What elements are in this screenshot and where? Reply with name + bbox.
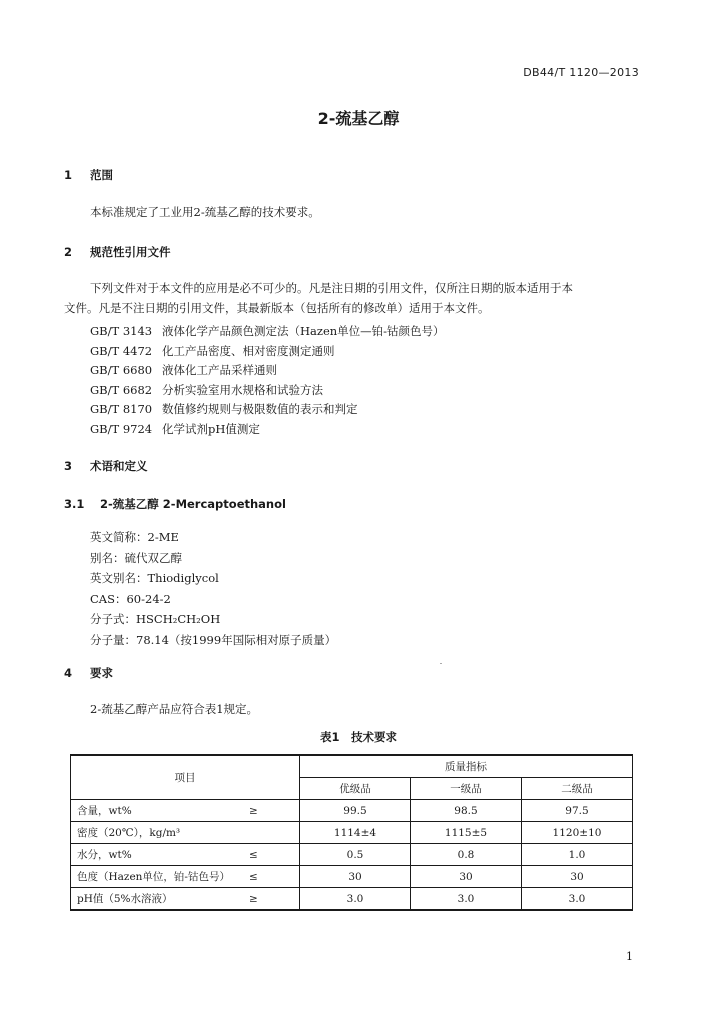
subsection-number: 3.1	[64, 497, 85, 511]
comparison-operator: ≥	[249, 800, 300, 822]
parameter-name: 含量，wt%	[71, 800, 250, 822]
value-cell: 0.5	[300, 844, 411, 866]
definition-item: CAS：60-24-2	[90, 591, 171, 606]
reference-name: 数值修约规则与极限数值的表示和判定	[162, 402, 358, 416]
table-row	[71, 866, 633, 888]
section-number: 3	[64, 459, 73, 473]
section-heading-requirements	[64, 665, 113, 681]
grade-header: 优级品	[300, 778, 411, 800]
requirements-text: 2-巯基乙醇产品应符合表1规定。	[90, 702, 259, 716]
reference-code: GB/T 6682	[90, 382, 153, 397]
section-title: 范围	[90, 168, 114, 182]
subsection-title: 2-巯基乙醇 2-Mercaptoethanol	[100, 497, 286, 511]
reference-code: GB/T 4472	[90, 343, 153, 358]
parameter-name: pH值（5%水溶液）	[71, 888, 250, 911]
quality-header: 质量指标	[300, 755, 633, 778]
document-code: DB44/T 1120—2013	[523, 66, 639, 79]
value-cell: 3.0	[300, 888, 411, 911]
table-caption: 表1 技术要求	[319, 730, 397, 744]
normative-intro-line1: 下列文件对于本文件的应用是必不可少的。凡是注日期的引用文件，仅所注日期的版本适用于本	[90, 281, 573, 295]
value-cell: 3.0	[522, 888, 633, 911]
comparison-operator	[249, 822, 300, 844]
section-number: 2	[64, 245, 73, 259]
reference-name: 化学试剂pH值测定	[162, 421, 260, 436]
item-header: 项目	[71, 755, 300, 800]
comparison-operator: ≤	[249, 866, 300, 888]
table-row	[71, 822, 633, 844]
reference-name: 分析实验室用水规格和试验方法	[162, 382, 323, 397]
section-number: 4	[64, 666, 73, 680]
section-title: 规范性引用文件	[90, 245, 171, 259]
definition-item: 别名：硫代双乙醇	[90, 550, 182, 565]
reference-item	[90, 342, 445, 362]
reference-name: 液体化学产品颜色测定法（Hazen单位—铂-钴颜色号）	[162, 324, 445, 338]
reference-item	[90, 400, 445, 420]
value-cell: 3.0	[411, 888, 522, 911]
value-cell: 1114±4	[300, 822, 411, 844]
normative-intro-line2: 文件。凡是不注日期的引用文件，其最新版本（包括所有的修改单）适用于本文件。	[64, 301, 490, 315]
scan-speck	[440, 663, 442, 664]
table-row	[71, 800, 633, 822]
reference-name: 液体化工产品采样通则	[162, 363, 277, 377]
section-title: 术语和定义	[90, 459, 148, 473]
reference-item	[90, 361, 445, 381]
value-cell: 97.5	[522, 800, 633, 822]
page-number: 1	[626, 950, 633, 963]
grade-header: 一级品	[411, 778, 522, 800]
value-cell: 30	[522, 866, 633, 888]
definition-item: 英文简称：2-ME	[90, 530, 179, 544]
comparison-operator: ≤	[249, 844, 300, 866]
reference-item	[90, 420, 445, 440]
grade-header: 二级品	[522, 778, 633, 800]
reference-name: 化工产品密度、相对密度测定通则	[162, 343, 335, 358]
table-row	[71, 888, 633, 911]
reference-code: GB/T 8170	[90, 402, 153, 416]
subsection-heading	[64, 496, 286, 512]
value-cell: 30	[411, 866, 522, 888]
value-cell: 1115±5	[411, 822, 522, 844]
value-cell: 0.8	[411, 844, 522, 866]
parameter-name: 密度（20℃），kg/m³	[71, 822, 250, 844]
reference-code: GB/T 6680	[90, 363, 153, 377]
value-cell: 1.0	[522, 844, 633, 866]
definition-item: 英文别名：Thiodiglycol	[90, 571, 219, 585]
parameter-name: 水分，wt%	[71, 844, 250, 866]
reference-code: GB/T 3143	[90, 324, 153, 338]
reference-item	[90, 322, 445, 342]
technical-requirements-table	[70, 754, 633, 911]
scope-text: 本标准规定了工业用2-巯基乙醇的技术要求。	[90, 205, 320, 219]
definition-item: 分子量：78.14（按1999年国际相对原子质量）	[90, 632, 337, 647]
section-heading-scope	[64, 167, 113, 183]
section-title: 要求	[90, 666, 114, 680]
value-cell: 99.5	[300, 800, 411, 822]
reference-item	[90, 381, 445, 401]
section-heading-terms	[64, 458, 148, 474]
document-title: 2-巯基乙醇	[317, 109, 400, 128]
definition-item: 分子式：HSCH₂CH₂OH	[90, 612, 221, 626]
value-cell: 1120±10	[522, 822, 633, 844]
reference-code: GB/T 9724	[90, 421, 153, 436]
parameter-name: 色度（Hazen单位，铂-钴色号）	[71, 866, 250, 888]
table-header-row	[71, 755, 633, 778]
table-row	[71, 844, 633, 866]
value-cell: 98.5	[411, 800, 522, 822]
section-number: 1	[64, 168, 73, 182]
comparison-operator: ≥	[249, 888, 300, 911]
section-heading-normative	[64, 244, 171, 260]
reference-list	[90, 322, 445, 439]
value-cell: 30	[300, 866, 411, 888]
definition-list	[90, 527, 336, 650]
